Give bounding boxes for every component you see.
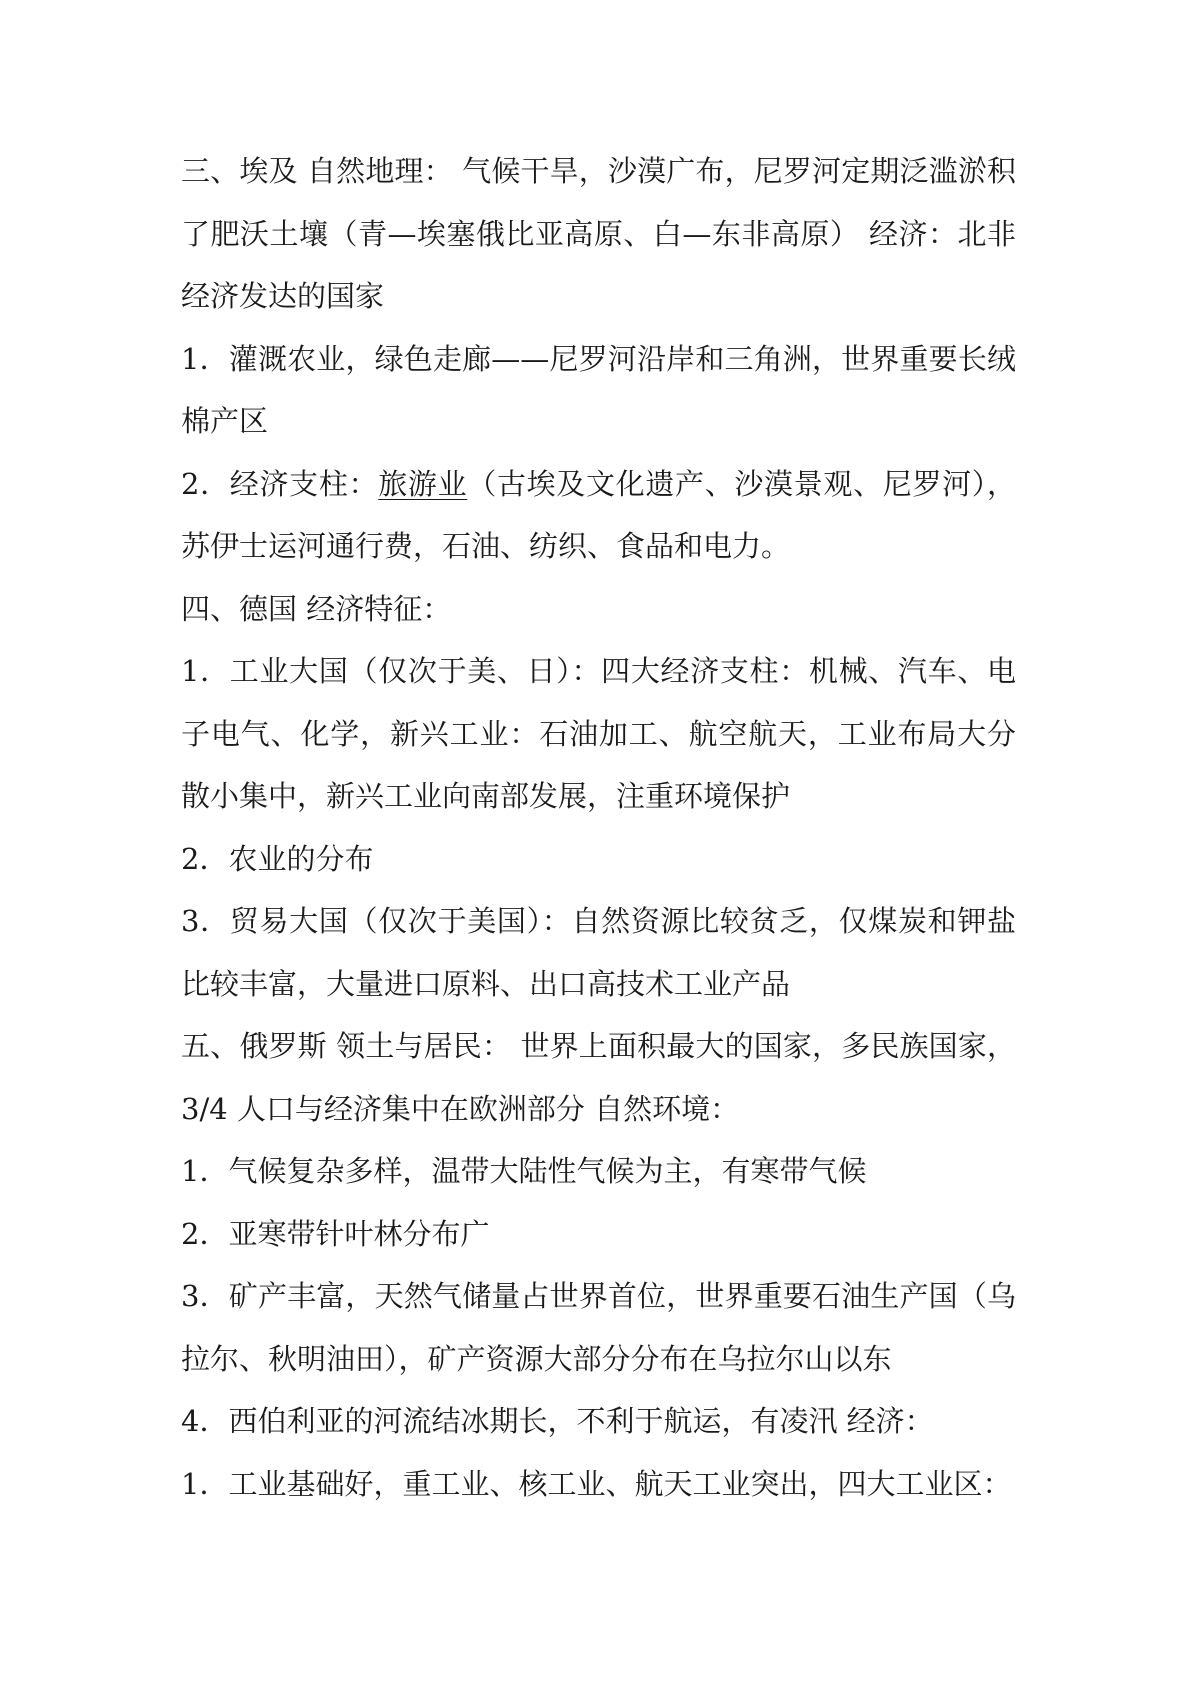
paragraph-text-before: 2．经济支柱： [181, 466, 379, 501]
paragraph-egypt-geography: 三、埃及 自然地理： 气候干旱，沙漠广布，尼罗河定期泛滥淤积了肥沃土壤（青—埃塞俄比亚高原、白—东非高原） 经济：北非经济发达的国家 [181, 154, 1016, 313]
document-body [181, 140, 1016, 1515]
paragraph-germany-industry: 1．工业大国（仅次于美、日）：四大经济支柱：机械、汽车、电子电气、化学，新兴工业：石油加工、航空航天，工业布局大分散小集中，新兴工业向南部发展，注重环境保护 [181, 654, 1016, 813]
paragraph-germany-agriculture: 2．农业的分布 [181, 841, 374, 876]
paragraph-russia-territory: 五、俄罗斯 领土与居民： 世界上面积最大的国家，多民族国家，3/4 人口与经济集中在欧洲部分 自然环境： [181, 1029, 1016, 1126]
paragraph-egypt-irrigation: 1．灌溉农业，绿色走廊——尼罗河沿岸和三角洲，世界重要长绒棉产区 [181, 341, 1016, 438]
paragraph-russia-industry: 1．工业基础好，重工业、核工业、航天工业突出，四大工业区： [181, 1466, 1012, 1501]
paragraph-egypt-economy-pillars [181, 453, 1016, 578]
underlined-term-tourism: 旅游业 [378, 466, 468, 501]
paragraph-russia-climate: 1．气候复杂多样，温带大陆性气候为主，有寒带气候 [181, 1154, 867, 1188]
paragraph-text-after: （古埃及文化遗产、沙漠景观、尼罗河），苏伊士运河通行费，石油、纺织、食品和电力。 [181, 466, 1016, 563]
paragraph-germany-trade: 3．贸易大国（仅次于美国）：自然资源比较贫乏，仅煤炭和钾盐比较丰富，大量进口原料、出口高技术工业产品 [181, 904, 1016, 1001]
heading-germany: 四、德国 经济特征： [181, 591, 452, 626]
paragraph-russia-minerals: 3．矿产丰富，天然气储量占世界首位，世界重要石油生产国（乌拉尔、秋明油田），矿产资源大部分分布在乌拉尔山以东 [181, 1279, 1016, 1376]
paragraph-russia-rivers: 4．西伯利亚的河流结冰期长，不利于航运，有凌汛 经济： [181, 1404, 934, 1438]
paragraph-russia-forest: 2．亚寒带针叶林分布广 [181, 1216, 490, 1251]
